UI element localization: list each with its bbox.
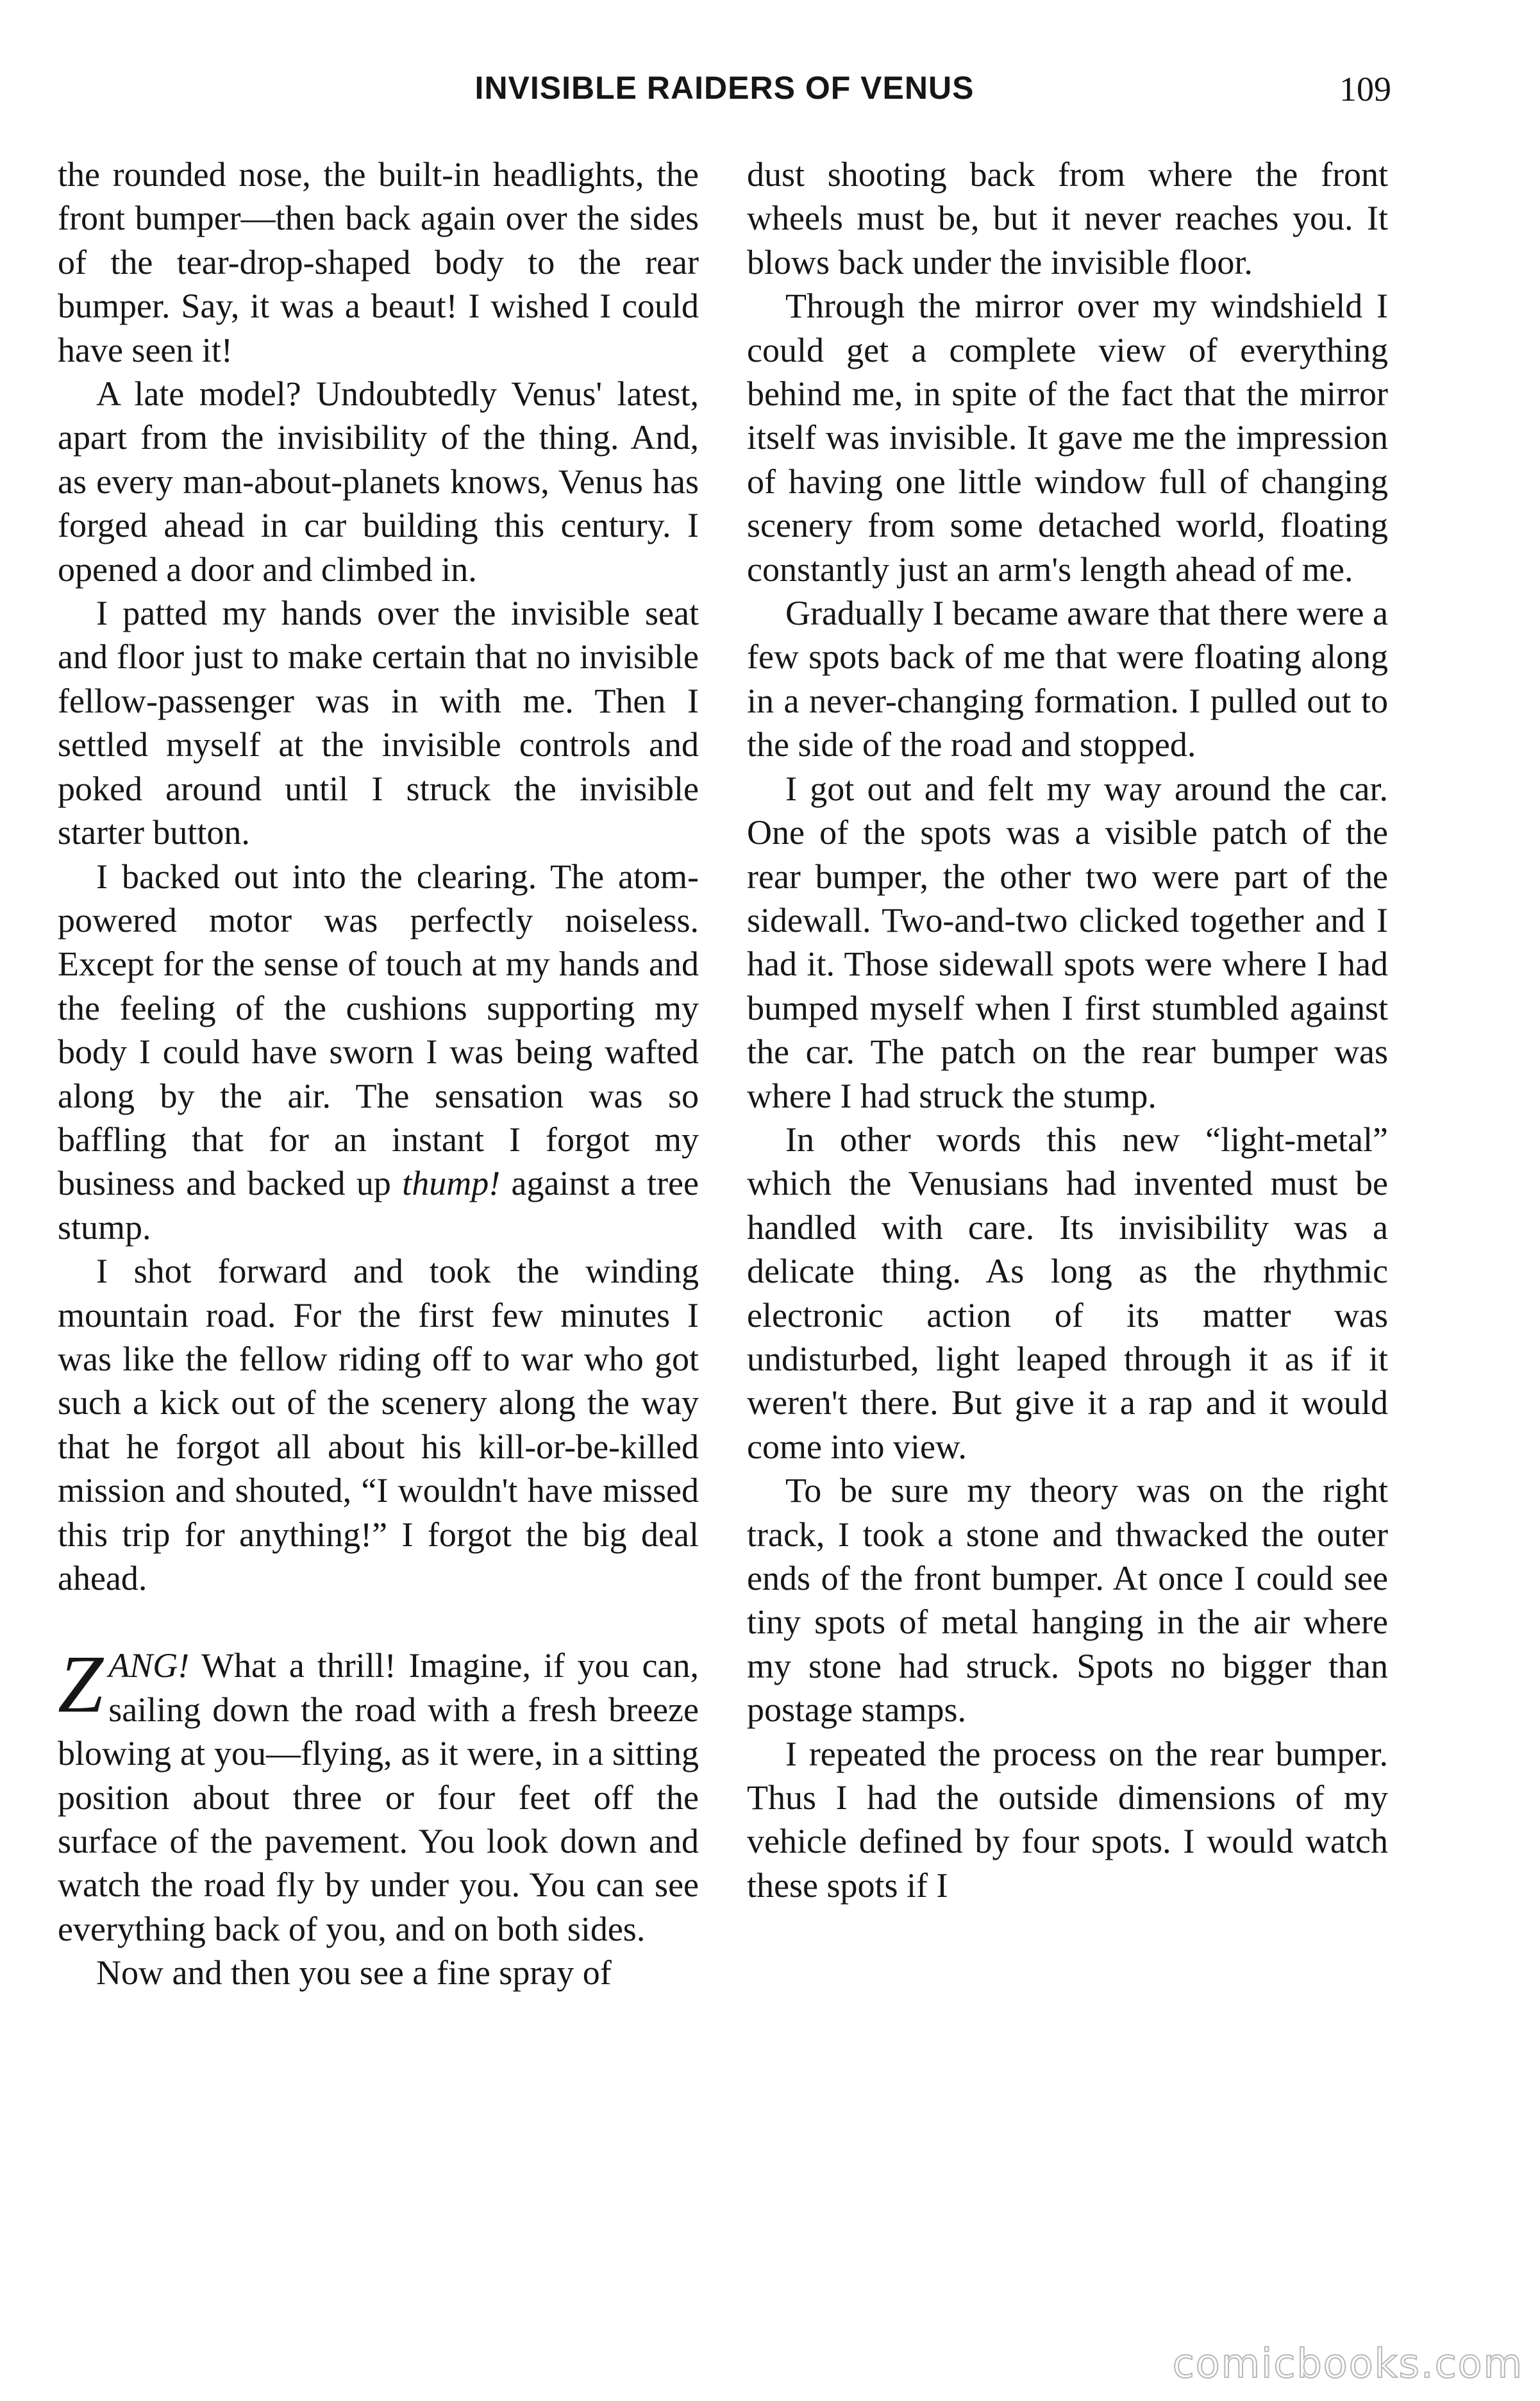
lead-in-text: ANG! — [108, 1646, 190, 1685]
paragraph: Gradually I became aware that there were a few spots back of me that were floating along in a never-changing formation. I pulled out to the side of the road and stopped. — [747, 594, 1388, 764]
paragraph: the rounded nose, the built-in headlights, the front bumper—then back again over the sides of the tear-drop-shaped body to the rear bumper. Say, it was a beaut! I wished I could have seen it! — [58, 155, 699, 369]
paragraph: To be sure my theory was on the right track, I took a stone and thwacked the outer ends of the front bumper. At once I could see tiny spots of metal hanging in the air where my stone had struck. Spots no bigger than postage stamps. — [747, 1471, 1388, 1730]
paragraph: I got out and felt my way around the car. One of the spots was a visible patch of the rear bumper, the other two were part of the sidewall. Two-and-two clicked together and I had it. Those sidewall spots were where I had bumped myself when I first stumbled against the car. The patch on the rear bumper was where I had struck the stump. — [747, 769, 1388, 1115]
page-number: 109 — [1339, 70, 1391, 108]
paragraph-text: I backed out into the clearing. The atom-powered motor was perfectly noiseless. Except for the sense of touch at my hands and the feeling of the cushions supporting my body I could have sworn I was being wafted along by the air. The sensation was so baffling that for an instant I forgot my business and backed up — [58, 857, 699, 1203]
drop-cap: Z — [58, 1639, 104, 1730]
left-column — [58, 153, 699, 1995]
paragraph: dust shooting back from where the front wheels must be, but it never reaches you. It blows back under the invisible floor. — [747, 155, 1388, 282]
paragraph-text: against a tree stump. — [58, 1164, 699, 1247]
paragraph-text: What a thrill! Imagine, if you can, sailing down the road with a fresh breeze blowing at you—flying, as it were, in a sitting position about three or four feet off the surface of the pavement. You look down and watch the road fly by under you. You can see everything back of you, and on both sides. — [58, 1646, 699, 1948]
emphasis-text: thump! — [402, 1164, 501, 1203]
section-break — [58, 1600, 699, 1644]
paragraph: Through the mirror over my windshield I could get a complete view of everything behind me, in spite of the fact that the mirror itself was invisible. It gave me the impression of having one little window full of changing scenery from some detached world, floating constantly just an arm's length ahead of me. — [747, 287, 1388, 589]
paragraph-with-dropcap — [58, 1639, 699, 1951]
paragraph: I shot forward and took the winding mountain road. For the first few minutes I was like the fellow riding off to war who got such a kick out of the scenery along the way that he forgot all about his kill-or-be-killed mission and shouted, “I wouldn't have missed this trip for anything!” I forgot the big deal ahead. — [58, 1252, 699, 1597]
paragraph: In other words this new “light-metal” which the Venusians had invented must be handled with care. Its invisibility was a delicate thing. As long as the rhythmic electronic action of its matter was undisturbed, light leaped through it as if it weren't there. But give it a rap and it would come into view. — [747, 1120, 1388, 1466]
paragraph — [58, 855, 699, 1250]
right-column — [747, 153, 1388, 1907]
paragraph: I patted my hands over the invisible seat and floor just to make certain that no invisible fellow-passenger was in with me. Then I settled myself at the invisible controls and poked around until I struck the invisible starter button. — [58, 594, 699, 852]
paragraph: I repeated the process on the rear bumper. Thus I had the outside dimensions of my vehicle defined by four spots. I would watch these spots if I — [747, 1734, 1388, 1905]
running-head-title: INVISIBLE RAIDERS OF VENUS — [474, 70, 975, 106]
site-watermark: comicbooks.com — [1172, 2340, 1523, 2387]
paragraph: Now and then you see a fine spray of — [96, 1953, 612, 1992]
paragraph: A late model? Undoubtedly Venus' latest, apart from the invisibility of the thing. And, as every man-about-planets knows, Venus has forged ahead in car building this century. I opened a door and climbed in. — [58, 375, 699, 589]
